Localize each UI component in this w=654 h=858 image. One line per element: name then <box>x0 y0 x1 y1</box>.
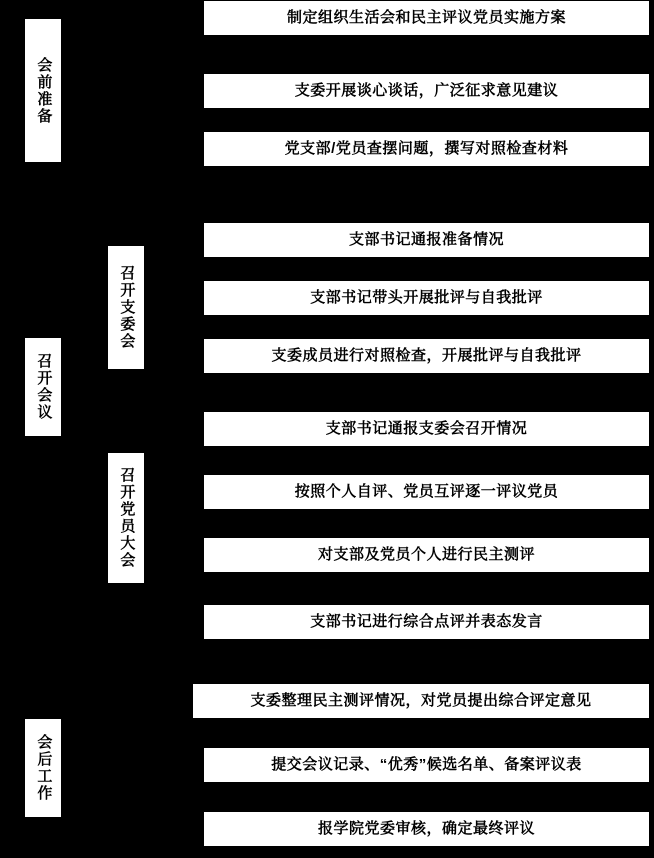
step-box <box>203 411 650 447</box>
step-box <box>203 537 650 573</box>
step-text: 提交会议记录、“优秀”候选名单、备案评议表 <box>271 756 582 774</box>
stage-label-hold-meeting-text: 召开会议 <box>35 353 53 421</box>
step-text: 按照个人自评、党员互评逐一评议党员 <box>294 483 559 501</box>
substage-label-branch-committee <box>107 245 145 370</box>
step-text: 支委成员进行对照检查，开展批评与自我批评 <box>271 347 582 365</box>
step-text: 支部书记通报支委会召开情况 <box>325 420 528 438</box>
step-text: 报学院党委审核，确定最终评议 <box>317 820 535 838</box>
step-box <box>203 604 650 640</box>
step-box <box>203 338 650 374</box>
step-box <box>203 73 650 109</box>
substage-label-branch-committee-text: 召开支委会 <box>118 265 136 350</box>
step-text: 支部书记带头开展批评与自我批评 <box>310 289 543 307</box>
substage-label-party-member-assembly-text: 召开党员大会 <box>118 467 136 569</box>
step-box <box>203 811 650 847</box>
step-text: 对支部及党员个人进行民主测评 <box>317 546 535 564</box>
step-box <box>203 474 650 510</box>
step-box <box>203 280 650 316</box>
step-box <box>203 222 650 258</box>
step-text: 党支部/党员查摆问题，撰写对照检查材料 <box>284 140 569 158</box>
step-text: 支委开展谈心谈话，广泛征求意见建议 <box>294 82 559 100</box>
stage-label-post-meeting-text: 会后工作 <box>35 734 53 802</box>
step-box <box>192 683 650 719</box>
stage-label-post-meeting <box>24 718 62 818</box>
step-text: 支部书记进行综合点评并表态发言 <box>310 613 543 631</box>
step-text: 支委整理民主测评情况，对党员提出综合评定意见 <box>250 692 592 710</box>
stage-label-pre-meeting-text: 会前准备 <box>35 56 53 125</box>
step-box <box>203 0 650 36</box>
step-box <box>203 747 650 783</box>
substage-label-party-member-assembly <box>107 452 145 584</box>
stage-label-pre-meeting <box>24 18 62 163</box>
step-text: 支部书记通报准备情况 <box>348 231 504 249</box>
step-text: 制定组织生活会和民主评议党员实施方案 <box>286 9 566 27</box>
step-box <box>203 131 650 167</box>
stage-label-hold-meeting <box>24 337 62 437</box>
